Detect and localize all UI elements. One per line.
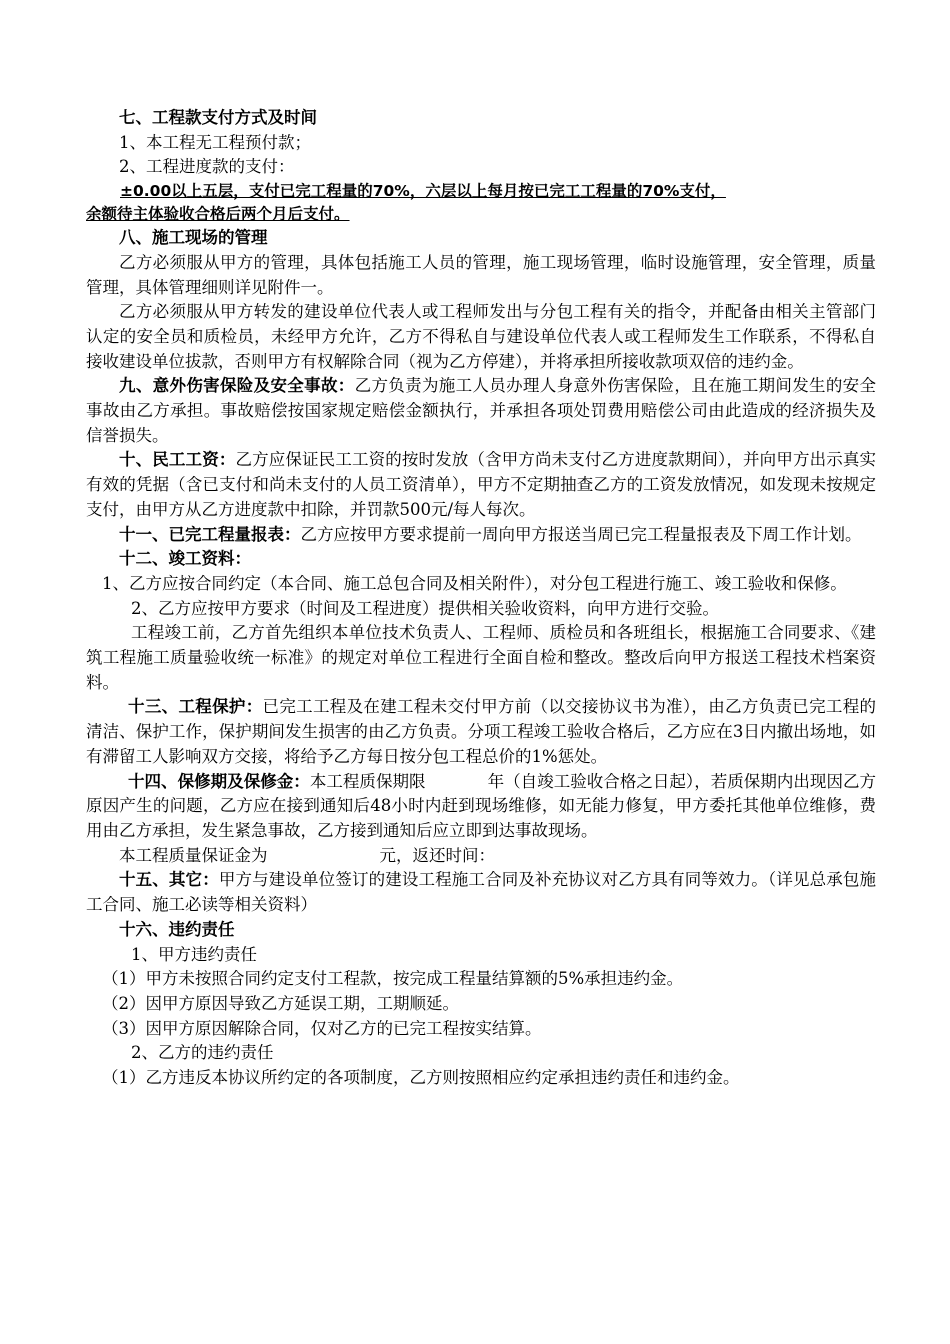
section-10-heading: 十、民工工资： — [119, 450, 236, 470]
section-9-heading: 九、意外伤害保险及安全事故： — [119, 376, 355, 396]
contract-page — [86, 106, 876, 1091]
section-9-text: 乙方负责为施工人员办理人身意外伤害保险，且在施工期间发生的安全事故由乙方承担。事故赔偿按国家规定赔偿金额执行，并承担各项处罚费用赔偿公司由此造成的经济损失及信誉损失。 — [86, 376, 877, 445]
section-12-heading: 十二、竣工资料： — [119, 549, 251, 569]
section-15 — [86, 868, 876, 917]
warranty-deposit — [86, 844, 876, 869]
section-14-heading: 十四、保修期及保修金： — [128, 771, 310, 791]
section-10 — [86, 448, 876, 522]
section-16-sub-2: 2、乙方的违约责任 — [131, 1043, 274, 1063]
section-9 — [86, 374, 876, 448]
section-13-text: 已完工工程及在建工程未交付甲方前（以交接协议书为准），由乙方负责已完工程的清洁、保护工作，保护期间发生损害的由乙方负责。分项工程竣工验收合格后，乙方应在3日内撤出场地，如有滞留工人影响双方交接，将给予乙方每日按分包工程总价的1%惩处。 — [86, 697, 876, 766]
warranty-deposit-label: 本工程质量保证金为 — [119, 845, 268, 865]
section-7-item-1: 1、本工程无工程预付款； — [119, 132, 311, 152]
section-10-text: 乙方应保证民工工资的按时发放（含甲方尚未支付乙方进度款期间），并向甲方出示真实有效的凭据（含已支付和尚未支付的人员工资清单），甲方不定期抽查乙方的工资发放情况，如发现未按规定支付，由甲方从乙方进度款中扣除，并罚款500元/每人每次。 — [86, 450, 877, 519]
section-11-text: 乙方应按甲方要求提前一周向甲方报送当周已完工程量报表及下周工作计划。 — [300, 524, 862, 544]
section-16-clause-2: （2）因甲方原因导致乙方延误工期，工期顺延。 — [102, 993, 459, 1013]
section-8-paragraph-2: 乙方必须服从甲方转发的建设单位代表人或工程师发出与分包工程有关的指令，并配备由相关主管部门认定的安全员和质检员，未经甲方允许，乙方不得私自与建设单位代表人或工程师发生工作联系，不得私自接收建设单位拔款，否则甲方有权解除合同（视为乙方停建），并将承担所接收款项双倍的违约金。 — [86, 302, 876, 371]
section-16-heading: 十六、违约责任 — [119, 919, 235, 939]
payment-terms-line-1: ±0.00以上五层，支付已完工程量的70%，六层以上每月按已完工工程量的70%支付， — [120, 182, 726, 201]
section-16-clause-4: （1）乙方违反本协议所约定的各项制度，乙方则按照相应约定承担违约责任和违约金。 — [102, 1068, 740, 1088]
payment-terms-line-2: 余额待主体验收合格后两个月后支付。 — [86, 205, 350, 224]
section-14-text: 年（自竣工验收合格之日起），若质保期内出现因乙方原因产生的问题，乙方应在接到通知后48小时内赶到现场维修，如无能力修复，甲方委托其他单位维修，费用由乙方承担，发生紧急事故，乙方接到通知后应立即到达事故现场。 — [86, 771, 877, 840]
section-7-heading: 七、工程款支付方式及时间 — [119, 108, 317, 127]
section-16-clause-3: （3）因甲方原因解除合同，仅对乙方的已完工程按实结算。 — [102, 1018, 542, 1038]
section-14 — [86, 770, 876, 844]
section-12-item-1: 1、乙方应按合同约定（本合同、施工总包合同及相关附件），对分包工程进行施工、竣工验收和保修。 — [102, 573, 847, 593]
payment-terms — [86, 180, 876, 226]
warranty-deposit-return: 元，返还时间： — [379, 845, 495, 865]
section-13-heading: 十三、工程保护： — [128, 697, 263, 717]
section-8-paragraph-1: 乙方必须服从甲方的管理，具体包括施工人员的管理，施工现场管理，临时设施管理，安全管理，质量管理，具体管理细则详见附件一。 — [86, 252, 876, 297]
section-7-item-2: 2、工程进度款的支付： — [119, 157, 295, 177]
section-15-heading: 十五、其它： — [119, 870, 219, 890]
section-11-heading: 十一、已完工程量报表： — [119, 524, 301, 544]
section-12-item-2: 2、乙方应按甲方要求（时间及工程进度）提供相关验收资料，向甲方进行交验。 — [131, 598, 719, 618]
section-13 — [86, 695, 876, 769]
section-15-text: 甲方与建设单位签订的建设工程施工合同及补充协议对乙方具有同等效力。（详见总承包施工合同、施工必读等相关资料） — [86, 870, 877, 915]
section-16-clause-1: （1）甲方未按照合同约定支付工程款，按完成工程量结算额的5%承担违约金。 — [102, 969, 684, 989]
section-16-sub-1: 1、甲方违约责任 — [131, 944, 257, 964]
section-8-heading: 八、施工现场的管理 — [119, 228, 268, 248]
section-12-paragraph: 工程竣工前，乙方首先组织本单位技术负责人、工程师、质检员和各班组长，根据施工合同要求、《建筑工程施工质量验收统一标准》的规定对单位工程进行全面自检和整改。整改后向甲方报送工程技术档案资料。 — [86, 623, 876, 692]
section-11 — [86, 523, 876, 548]
warranty-period-label: 本工程质保期限 — [309, 771, 426, 791]
